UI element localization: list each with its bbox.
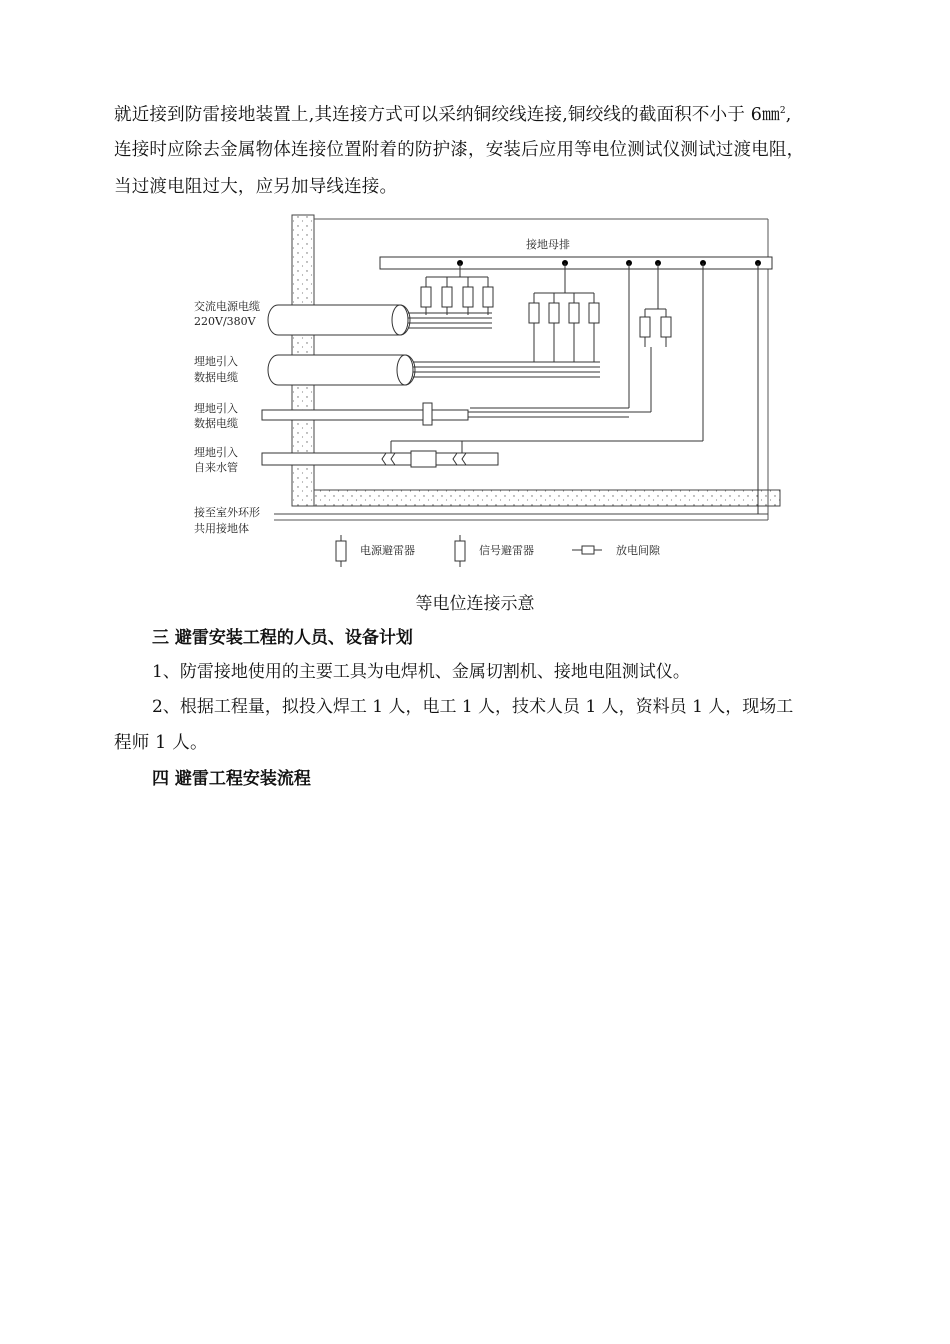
floor-slab <box>314 490 780 506</box>
legend-power-label: 电源避雷器 <box>360 544 415 557</box>
legend-signal-arrester-icon <box>455 535 465 567</box>
intro-line-3: 当过渡电阻过大，应另加导线连接。 <box>114 177 398 197</box>
equipotential-diagram <box>170 205 785 580</box>
signal-arresters-group-1 <box>529 263 599 362</box>
ground-ring-label-1: 接至室外环形 <box>194 506 260 519</box>
data-cable-b-label-2: 数据电缆 <box>194 417 238 430</box>
data-cable-b-label-1: 埋地引入 <box>194 402 238 415</box>
water-pipe-label-2: 自来水管 <box>194 461 238 474</box>
data-cable-a-label-1: 埋地引入 <box>194 355 238 368</box>
section-3-item-2-line-2: 程师 1 人。 <box>114 733 208 753</box>
superscript-2: 2 <box>779 106 786 116</box>
power-cable <box>268 305 492 335</box>
signal-arresters-group-2 <box>640 263 671 347</box>
intro-line-1: 就近接到防雷接地装置上,其连接方式可以采纳铜绞线连接,铜绞线的截面积不小于 6㎜$^2$, <box>114 104 792 125</box>
intro-line-2: 连接时应除去金属物体连接位置附着的防护漆，安装后应用等电位测试仪测试过渡电阻， <box>114 140 805 160</box>
section-3-item-2-line-1: 2、根据工程量，拟投入焊工 1 人，电工 1 人，技术人员 1 人，资料员 1 人，现场工 <box>152 697 794 717</box>
power-arresters-group-1 <box>421 263 493 315</box>
diagram-caption: 等电位连接示意 <box>415 594 535 614</box>
legend-gap-label: 放电间隙 <box>616 544 660 557</box>
water-pipe-label-1: 埋地引入 <box>194 446 238 459</box>
section-4-heading: 四 避雷工程安装流程 <box>152 769 311 789</box>
legend-power-arrester-icon <box>336 535 346 567</box>
ground-ring-label-2: 共用接地体 <box>194 522 249 535</box>
section-3-item-1: 1、防雷接地使用的主要工具为电焊机、金属切割机、接地电阻测试仪。 <box>152 662 690 682</box>
power-cable-label-2: 220V/380V <box>194 315 256 328</box>
legend-signal-label: 信号避雷器 <box>479 544 534 557</box>
data-cable-b <box>262 263 651 425</box>
data-cable-a <box>268 355 600 385</box>
legend-spark-gap-icon <box>572 546 602 554</box>
grounding-busbar <box>380 257 772 269</box>
power-cable-label-1: 交流电源电缆 <box>194 300 260 313</box>
section-3-heading: 三 避雷安装工程的人员、设备计划 <box>152 628 413 648</box>
data-cable-a-label-2: 数据电缆 <box>194 371 238 384</box>
busbar-label: 接地母排 <box>526 238 570 251</box>
